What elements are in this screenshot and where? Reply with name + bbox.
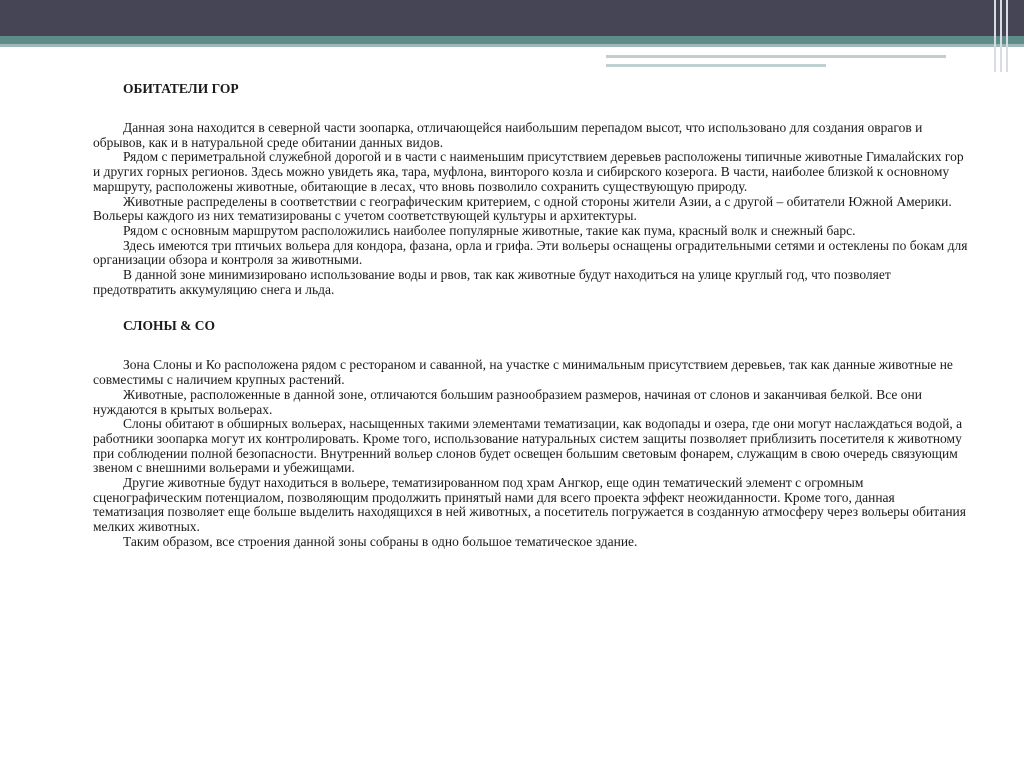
paragraph: Слоны обитают в обширных вольерах, насыщенных такими элементами тематизации, как водопады и озера, где они могут наслаждаться водой, а работники зоопарка могут их контролировать. Кроме того, использование натуральных систем защиты позволяет приблизить посетителя к животному при соблюдении полной безопасности. Внутренний вольер слонов будет освещен большим световым фонарем, служащим в свою очередь связующим звеном с внешними вольерами и убежищами. <box>93 416 963 476</box>
paragraph: Рядом с периметральной служебной дорогой и в части с наименьшим присутствием деревьев расположены типичные животные Гималайских гор и других горных регионов. Здесь можно увидеть яка, тара, муфлона, винторого козла и сибирского козерога. В части, наиболее близкой к основному маршруту, расположены животные, обитающие в лесах, что вновь позволило сохранить существующую природу. <box>93 149 964 194</box>
paragraph: В данной зоне минимизировано использование воды и рвов, так как животные будут находиться на улице круглый год, что позволяет предотвратить аккумуляцию снега и льда. <box>93 267 891 297</box>
paragraph: Рядом с основным маршрутом расположились наиболее популярные животные, такие как пума, красный волк и снежный барс. <box>123 222 856 238</box>
slide-accent-bar <box>0 36 1024 44</box>
section-title: ОБИТАТЕЛИ ГОР <box>123 81 239 96</box>
paragraph: Животные распределены в соответствии с географическим критерием, с одной стороны жители Азии, а с другой – обитатели Южной Америки. Вольеры каждого из них тематизированы с учетом соответствующей культуры и архитектуры. <box>93 193 952 224</box>
slide-top-bar <box>0 0 1024 36</box>
paragraph: Данная зона находится в северной части зоопарка, отличающейся наибольшим перепадом высот, что использовано для создания оврагов и обрывов, как и в натуральной среде обитании данных видов. <box>93 120 923 150</box>
decorative-vertical-line <box>1000 0 1002 72</box>
decorative-line <box>606 64 826 67</box>
paragraph: Животные, расположенные в данной зоне, отличаются большим разнообразием размеров, начиная от слонов и заканчивая белкой. Все они нуждаются в крытых вольерах. <box>93 386 922 417</box>
slide-accent-line <box>0 44 1024 47</box>
paragraph: Таким образом, все строения данной зоны собраны в одно большое тематическое здание. <box>123 533 638 549</box>
paragraph: Зона Слоны и Ко расположена рядом с рестораном и саванной, на участке с минимальным присутствием деревьев, так как данные животные не совместимы с наличием крупных растений. <box>93 357 953 388</box>
decorative-line <box>606 55 946 58</box>
slide-content <box>93 80 968 550</box>
section-title: СЛОНЫ & CO <box>123 318 215 334</box>
paragraph: Другие животные будут находиться в вольере, тематизированном под храм Ангкор, еще один тематический элемент с огромным сценографическим потенциалом, позволяющим продолжить принятый нами для всего проекта эффект неожиданности. Кроме того, данная тематизация позволяет еще больше выделить находящихся в ней животных, а посетитель погружается в созданную атмосферу через вольеры обитания мелких животных. <box>93 475 966 535</box>
decorative-vertical-line <box>994 0 996 72</box>
decorative-vertical-line <box>1006 0 1008 72</box>
paragraph: Здесь имеются три птичьих вольера для кондора, фазана, орла и грифа. Эти вольеры оснащены оградительными сетями и остеклены по бокам для организации обзора и контроля за животными. <box>93 237 968 268</box>
